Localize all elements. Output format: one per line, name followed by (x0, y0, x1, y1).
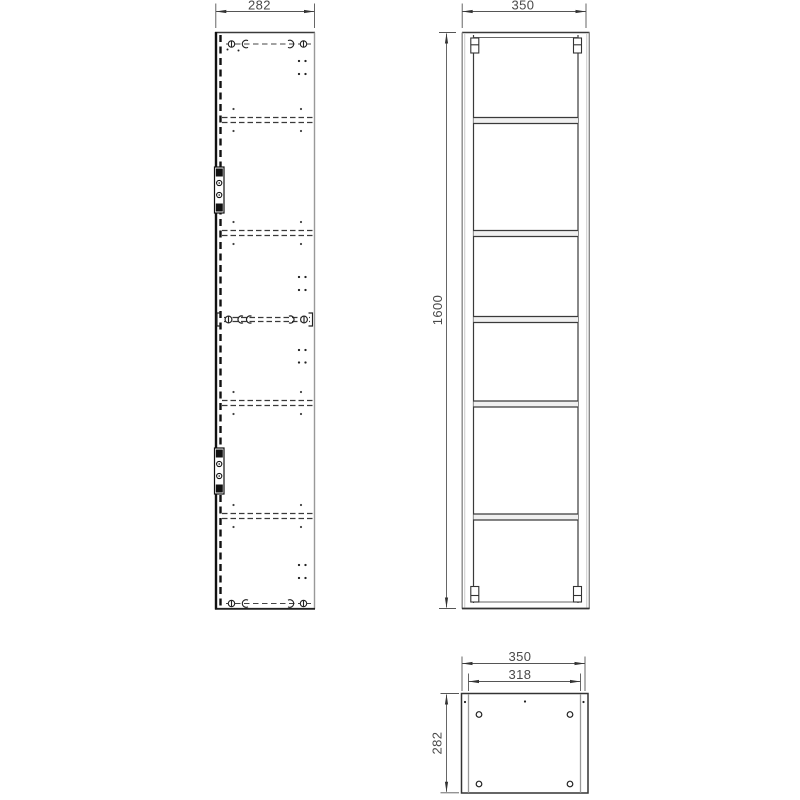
arrowhead (462, 662, 473, 665)
dimension-label-top-depth: 282 (429, 731, 445, 755)
dimension-label-front-height: 1600 (430, 294, 445, 326)
arrowhead (216, 10, 227, 13)
arrowhead (462, 10, 473, 13)
dimension-label-top-inner-width: 318 (508, 667, 532, 682)
dimension-side-width (216, 0, 315, 28)
corner-connector (471, 587, 479, 603)
shelf (474, 401, 579, 407)
top-view-outline (462, 694, 589, 794)
hinge-block-upper (215, 167, 225, 213)
shelf (474, 118, 579, 124)
mounting-hole (567, 712, 573, 718)
shelf (474, 317, 579, 323)
arrowhead (570, 680, 581, 683)
arrowhead (575, 662, 586, 665)
dowel-dot (582, 701, 584, 703)
dimension-top-depth (430, 694, 460, 793)
arrowhead (445, 782, 448, 793)
front-view (462, 33, 590, 609)
arrowhead (445, 33, 448, 44)
dimension-top-inner-width (469, 667, 581, 691)
side-view (215, 32, 316, 610)
arrowhead (445, 598, 448, 609)
side-bottom-cam-row (226, 600, 311, 608)
dowel-dot (524, 700, 526, 702)
dowel-dot (464, 701, 466, 703)
cam-arc-symbol (289, 316, 294, 323)
front-shelves (474, 118, 579, 521)
shelf (474, 231, 579, 237)
top-view (462, 694, 589, 794)
pilot-hole-dot (238, 50, 240, 52)
arrowhead (469, 680, 480, 683)
arrowhead (304, 10, 315, 13)
dimension-label-side-width: 282 (248, 0, 271, 13)
corner-connector (471, 38, 479, 53)
arrowhead (576, 10, 587, 13)
pilot-hole-dot (227, 49, 229, 51)
dimension-front-height (430, 33, 456, 609)
mounting-hole (476, 781, 482, 787)
bracket-symbol-right (309, 313, 313, 326)
shelf (474, 514, 579, 520)
dimension-label-top-width: 350 (508, 649, 532, 664)
mounting-hole (476, 712, 482, 718)
mounting-hole (567, 781, 573, 787)
corner-connector (574, 38, 582, 53)
side-middle-cam-shelf (217, 313, 313, 326)
corner-connector (574, 587, 582, 603)
dimension-label-front-width: 350 (511, 0, 535, 13)
hinge-block-lower (215, 448, 225, 494)
arrowhead (445, 694, 448, 705)
side-top-cam-row (226, 40, 311, 48)
dimension-front-width (462, 0, 586, 28)
